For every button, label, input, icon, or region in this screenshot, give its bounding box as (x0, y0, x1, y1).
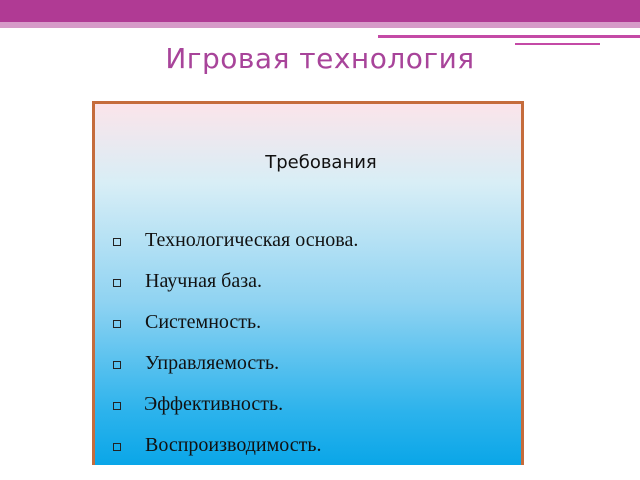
square-bullet-icon (113, 443, 121, 451)
slide-title: Игровая технология (165, 42, 475, 75)
square-bullet-icon (113, 361, 121, 369)
list-item-text: Системность. (145, 311, 262, 333)
list-item-text: Научная база. (145, 270, 262, 292)
list-item-text: Воспроизводимость. (145, 434, 322, 456)
accent-line (378, 35, 640, 38)
list-item-text: Технологическая основа. (145, 229, 359, 251)
square-bullet-icon (113, 320, 121, 328)
top-decor-bar (0, 0, 640, 22)
box-heading: Требования (265, 152, 377, 173)
square-bullet-icon (113, 238, 121, 246)
requirements-box (92, 101, 524, 465)
square-bullet-icon (113, 279, 121, 287)
list-item-text: Эффективность. (144, 393, 284, 415)
list-item-text: Управляемость. (145, 352, 280, 374)
top-decor-bar-light (0, 22, 640, 28)
square-bullet-icon (113, 402, 121, 410)
